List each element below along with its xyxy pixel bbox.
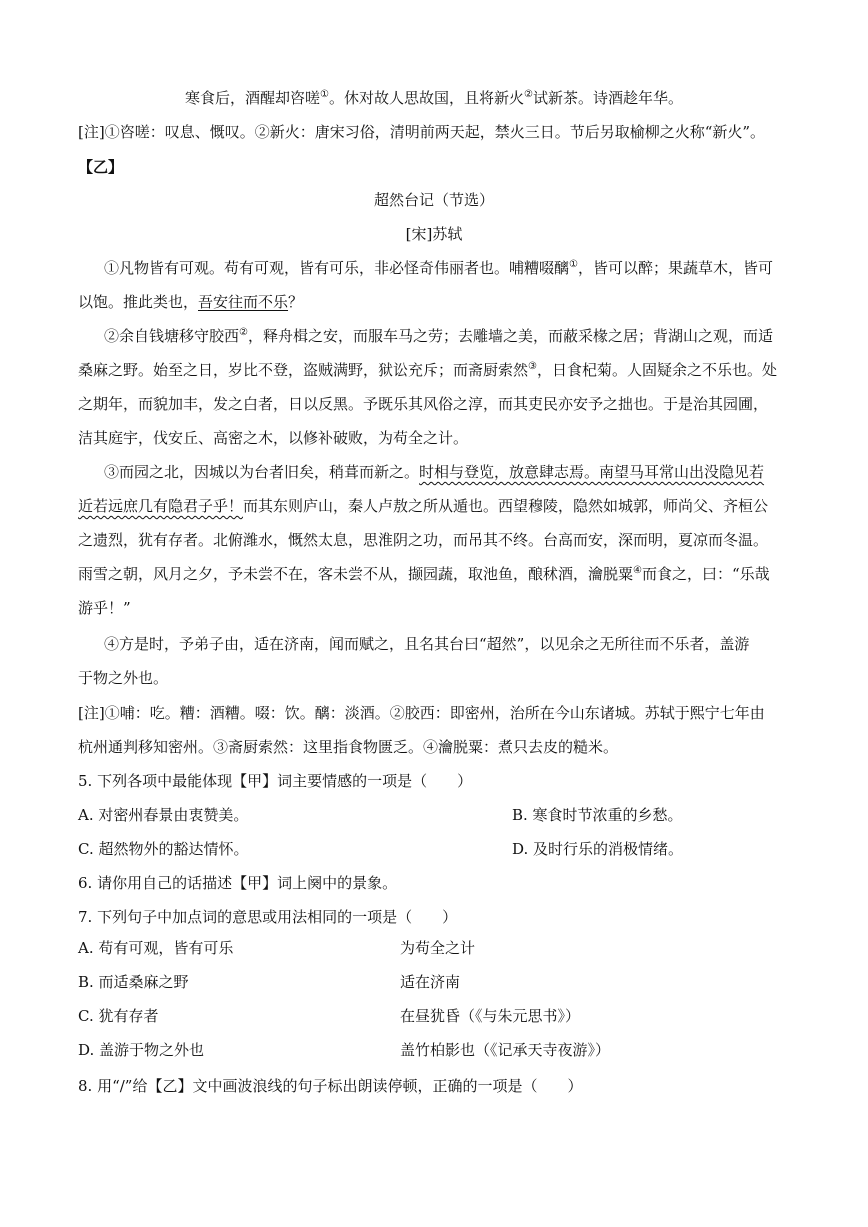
underlined-sentence: 吾安往而不乐 — [198, 293, 289, 311]
essay-note-line-2: 杭州通判移知密州。③斋厨索然：这里指食物匮乏。④瀹脱粟：煮只去皮的糙米。 — [78, 738, 619, 756]
wavy-sentence-part-2: 近若远庶几有隐君子乎！ — [78, 497, 244, 515]
question-7-option-a[interactable]: A. 苟有可观，皆有可乐 为苟全之计 — [78, 939, 476, 957]
question-5-stem: 5. 下列各项中最能体现【甲】词主要情感的一项是（ ） — [78, 772, 473, 790]
paragraph-4-line-1: ④方是时，予弟子由，适在济南，闻而赋之，且名其台曰“超然”，以见余之无所往而不乐者，盖游 — [104, 635, 750, 653]
option-a[interactable]: A. 对密州春景由衷赞美。 — [78, 806, 249, 824]
question-7-option-c[interactable]: C. 犹有存者 在昼犹昏（《与朱元思书》） — [78, 1007, 581, 1025]
paragraph-2-line-2: 桑麻之野。始至之日，岁比不登，盗贼满野，狱讼充斥；而斋厨索然③，日食杞菊。人固疑余之不乐也。处 — [78, 361, 777, 379]
section-label-yi: 【乙】 — [78, 158, 124, 176]
question-5-options-row-1 — [78, 805, 790, 825]
paragraph-2-line-1: ②余自钱塘移守胶西②，释舟楫之安，而服车马之劳；去雕墙之美，而蔽采椽之居；背湖山之观，而适 — [104, 327, 773, 345]
paragraph-2-line-3: 之期年，而貌加丰，发之白者，日以反黑。予既乐其风俗之淳，而其吏民亦安予之拙也。于是治其园圃， — [78, 395, 769, 413]
paragraph-3-line-1: ③而园之北，因城以为台者旧矣，稍葺而新之。时相与登览，放意肆志焉。南望马耳常山出没隐见若 — [104, 463, 765, 481]
essay-title: 超然台记（节选） — [373, 191, 494, 209]
paragraph-3-line-4: 雨雪之朝，风月之夕，予未尝不在，客未尝不从，撷园蔬，取池鱼，酿秫酒，瀹脱粟④而食之，曰：“乐哉 — [78, 565, 770, 583]
essay-author: [宋]苏轼 — [405, 225, 463, 243]
question-8-stem: 8. 用“/”给【乙】文中画波浪线的句子标出朗读停顿，正确的一项是（ ） — [78, 1077, 583, 1095]
option-b[interactable]: B. 寒食时节浓重的乡愁。 — [512, 806, 683, 824]
question-7-stem: 7. 下列句子中加点词的意思或用法相同的一项是（ ） — [78, 908, 458, 926]
paragraph-1-line-2: 以饱。推此类也，吾安往而不乐？ — [78, 293, 304, 311]
question-7-option-b[interactable]: B. 而适桑麻之野 适在济南 — [78, 973, 461, 991]
paragraph-2-line-4: 洁其庭宇，伐安丘、高密之木，以修补破败，为苟全之计。 — [78, 429, 469, 447]
question-5-options-row-2 — [78, 839, 790, 859]
wavy-sentence-part-1: 时相与登览，放意肆志焉。南望马耳常山出没隐见若 — [419, 463, 765, 481]
paragraph-3-line-5: 游乎！” — [78, 599, 131, 617]
essay-note-line-1: [注]①哺：吃。糟：酒糟。啜：饮。醨：淡酒。②胶西：即密州，治所在今山东诸城。苏轼于熙宁七年由 — [78, 704, 765, 722]
poem-last-line: 寒食后，酒醒却咨嗟①。休对故人思故国，且将新火②试新茶。诗酒趁年华。 — [185, 89, 683, 107]
question-7-option-d[interactable]: D. 盖游于物之外也 盖竹柏影也（《记承天寺夜游》） — [78, 1041, 611, 1059]
paragraph-4-line-2: 于物之外也。 — [78, 669, 169, 687]
option-c[interactable]: C. 超然物外的豁达情怀。 — [78, 840, 249, 858]
question-6-stem: 6. 请你用自己的话描述【甲】词上阕中的景象。 — [78, 874, 398, 892]
poem-note: [注]①咨嗟：叹息、慨叹。②新火：唐宋习俗，清明前两天起，禁火三日。节后另取榆柳之火称“新火”。 — [78, 123, 766, 141]
paragraph-3-line-3: 之遗烈，犹有存者。北俯潍水，慨然太息，思淮阴之功，而吊其不终。台高而安，深而明，夏凉而冬温。 — [78, 531, 769, 549]
paragraph-3-line-2: 近若远庶几有隐君子乎！而其东则庐山，秦人卢敖之所从遁也。西望穆陵，隐然如城郭，师尚父、齐桓公 — [78, 497, 769, 515]
option-d[interactable]: D. 及时行乐的消极情绪。 — [512, 840, 684, 858]
paragraph-1-line-1: ①凡物皆有可观。苟有可观，皆有可乐，非必怪奇伟丽者也。哺糟啜醨①，皆可以醉；果蔬草木，皆可 — [104, 259, 773, 277]
